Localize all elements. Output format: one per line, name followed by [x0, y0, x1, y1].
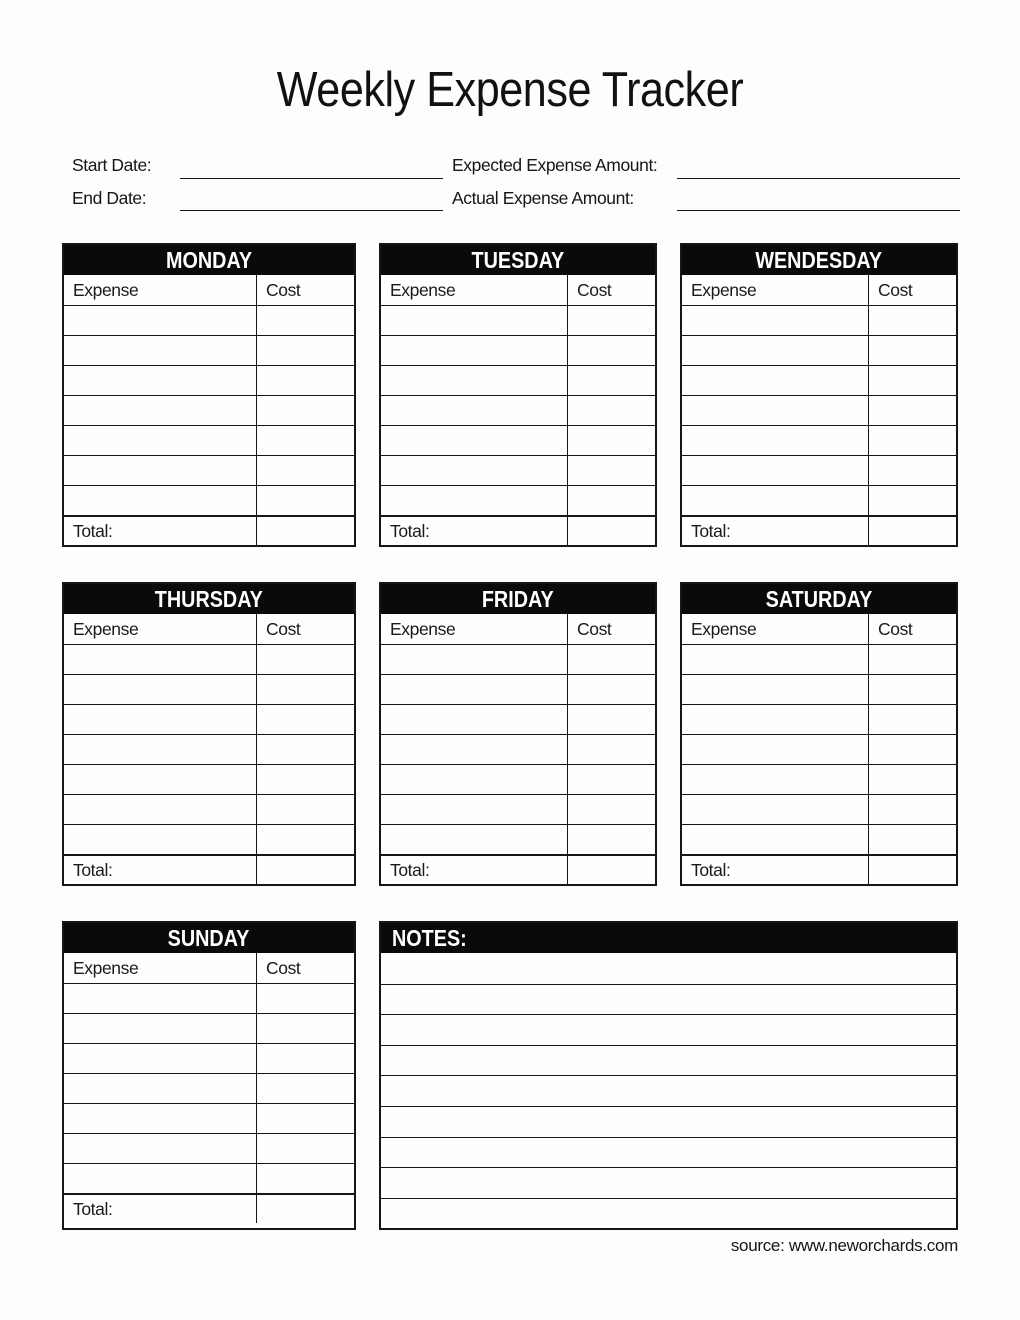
expense-row — [381, 764, 655, 794]
expense-cell[interactable] — [381, 705, 568, 734]
expense-cell[interactable] — [682, 825, 869, 854]
expense-cell[interactable] — [381, 396, 568, 425]
expense-row — [381, 734, 655, 764]
notes-lines — [381, 953, 956, 1228]
day-header-text: FRIDAY — [482, 585, 554, 612]
notes-line[interactable] — [381, 1167, 956, 1198]
expense-cell[interactable] — [381, 825, 568, 854]
cost-cell[interactable] — [257, 306, 354, 335]
expense-column-header: Expense — [682, 275, 869, 305]
notes-header-text: NOTES: — [392, 924, 467, 951]
total-row — [381, 854, 655, 884]
expense-rows — [682, 644, 956, 854]
cost-cell[interactable] — [257, 1044, 354, 1073]
cost-cell[interactable] — [257, 675, 354, 704]
cost-cell[interactable] — [257, 336, 354, 365]
expense-row — [682, 794, 956, 824]
day-table-friday — [379, 582, 657, 886]
column-header-row — [381, 614, 655, 644]
expense-cell[interactable] — [682, 645, 869, 674]
total-label: Total: — [381, 517, 568, 545]
cost-cell[interactable] — [869, 705, 956, 734]
cost-column-header: Cost — [878, 279, 913, 300]
total-cost-cell[interactable] — [257, 517, 354, 545]
day-header-friday — [381, 584, 655, 614]
total-label: Total: — [64, 1195, 257, 1223]
total-label: Total: — [682, 856, 869, 884]
day-header-text: SATURDAY — [765, 585, 873, 612]
column-header-row — [682, 614, 956, 644]
cost-cell[interactable] — [869, 825, 956, 854]
expense-row — [381, 425, 655, 455]
expense-cell[interactable] — [381, 645, 568, 674]
expense-row — [381, 485, 655, 515]
expense-column-header: Expense — [64, 953, 257, 983]
cost-cell[interactable] — [568, 306, 655, 335]
expense-row — [682, 824, 956, 854]
expense-row — [64, 1163, 354, 1193]
expense-cell[interactable] — [64, 984, 257, 1013]
start-date-label: Start Date: — [72, 155, 152, 175]
cost-cell[interactable] — [869, 795, 956, 824]
notes-line[interactable] — [381, 1045, 956, 1076]
cost-cell[interactable] — [869, 486, 956, 515]
expense-row — [64, 485, 354, 515]
expense-row — [381, 335, 655, 365]
actual-expense-input[interactable] — [677, 188, 960, 211]
expense-row — [381, 365, 655, 395]
cost-column-header: Cost — [266, 279, 301, 300]
expense-rows — [64, 644, 354, 854]
expense-row — [64, 983, 354, 1013]
cost-cell[interactable] — [257, 486, 354, 515]
expense-cell[interactable] — [682, 795, 869, 824]
total-cost-cell[interactable] — [568, 517, 655, 545]
expense-row — [64, 1103, 354, 1133]
expense-cell[interactable] — [64, 1134, 257, 1163]
day-header-tuesday — [381, 245, 655, 275]
expense-row — [381, 455, 655, 485]
expense-cell[interactable] — [64, 366, 257, 395]
total-row — [64, 1193, 354, 1223]
expense-row — [381, 644, 655, 674]
notes-line[interactable] — [381, 953, 956, 984]
expense-row — [682, 305, 956, 335]
expense-row — [682, 395, 956, 425]
expected-expense-input[interactable] — [677, 156, 960, 179]
expense-row — [682, 335, 956, 365]
notes-line[interactable] — [381, 1137, 956, 1168]
expense-rows — [682, 305, 956, 515]
day-header-monday — [64, 245, 354, 275]
expense-row — [64, 674, 354, 704]
cost-cell[interactable] — [257, 735, 354, 764]
cost-cell[interactable] — [869, 306, 956, 335]
cost-cell[interactable] — [869, 645, 956, 674]
expense-row — [64, 734, 354, 764]
expense-cell[interactable] — [381, 795, 568, 824]
actual-expense-label: Actual Expense Amount: — [452, 188, 634, 208]
cost-column-header: Cost — [266, 957, 301, 978]
expense-cell[interactable] — [682, 396, 869, 425]
expense-row — [682, 644, 956, 674]
day-table-thursday — [62, 582, 356, 886]
notes-line[interactable] — [381, 1198, 956, 1229]
expense-column-header: Expense — [381, 275, 568, 305]
cost-cell[interactable] — [568, 366, 655, 395]
total-cost-cell[interactable] — [869, 856, 956, 884]
expense-column-header: Expense — [682, 614, 869, 644]
day-header-text: SUNDAY — [168, 924, 250, 951]
expense-cell[interactable] — [381, 336, 568, 365]
cost-cell[interactable] — [568, 336, 655, 365]
expense-cell[interactable] — [64, 705, 257, 734]
column-header-row — [682, 275, 956, 305]
total-label: Total: — [682, 517, 869, 545]
cost-cell[interactable] — [257, 426, 354, 455]
expense-rows — [381, 644, 655, 854]
notes-line[interactable] — [381, 1014, 956, 1045]
page-title-text: Weekly Expense Tracker — [276, 63, 744, 117]
cost-cell[interactable] — [257, 795, 354, 824]
expense-cell[interactable] — [64, 486, 257, 515]
expense-row — [64, 455, 354, 485]
expense-row — [64, 395, 354, 425]
day-header-saturday — [682, 584, 956, 614]
total-cost-cell[interactable] — [257, 1195, 354, 1223]
cost-cell[interactable] — [568, 825, 655, 854]
expense-row — [64, 335, 354, 365]
expense-cell[interactable] — [682, 336, 869, 365]
cost-cell[interactable] — [869, 366, 956, 395]
total-cost-cell[interactable] — [568, 856, 655, 884]
column-header-row — [64, 953, 354, 983]
expense-row — [381, 674, 655, 704]
expense-row — [64, 794, 354, 824]
day-header-text: THURSDAY — [154, 585, 264, 612]
day-table-saturday — [680, 582, 958, 886]
expense-cell[interactable] — [381, 675, 568, 704]
expense-cell[interactable] — [381, 735, 568, 764]
expense-row — [682, 674, 956, 704]
notes-section — [379, 921, 958, 1230]
cost-cell[interactable] — [568, 765, 655, 794]
cost-cell[interactable] — [869, 765, 956, 794]
total-row — [64, 515, 354, 545]
total-row — [64, 854, 354, 884]
expense-cell[interactable] — [64, 795, 257, 824]
expense-cell[interactable] — [64, 306, 257, 335]
total-row — [682, 515, 956, 545]
cost-cell[interactable] — [869, 426, 956, 455]
expense-row — [64, 824, 354, 854]
expense-cell[interactable] — [64, 825, 257, 854]
total-row — [682, 854, 956, 884]
expense-row — [381, 794, 655, 824]
expense-cell[interactable] — [381, 456, 568, 485]
cost-cell[interactable] — [257, 1164, 354, 1193]
cost-column-header: Cost — [878, 618, 913, 639]
expense-row — [64, 644, 354, 674]
expense-row — [64, 1013, 354, 1043]
total-cost-cell[interactable] — [869, 517, 956, 545]
expense-cell[interactable] — [381, 366, 568, 395]
day-table-tuesday — [379, 243, 657, 547]
expense-cell[interactable] — [381, 765, 568, 794]
day-header-sunday — [64, 923, 354, 953]
cost-cell[interactable] — [869, 396, 956, 425]
cost-cell[interactable] — [869, 675, 956, 704]
cost-cell[interactable] — [568, 486, 655, 515]
notes-line[interactable] — [381, 1106, 956, 1137]
expense-cell[interactable] — [682, 426, 869, 455]
expense-row — [64, 1073, 354, 1103]
notes-line[interactable] — [381, 1075, 956, 1106]
expense-cell[interactable] — [64, 426, 257, 455]
expense-cell[interactable] — [682, 675, 869, 704]
page-title — [0, 62, 1020, 118]
cost-cell[interactable] — [568, 426, 655, 455]
cost-cell[interactable] — [568, 675, 655, 704]
cost-cell[interactable] — [869, 735, 956, 764]
total-row — [381, 515, 655, 545]
expense-row — [682, 425, 956, 455]
expense-cell[interactable] — [64, 735, 257, 764]
cost-cell[interactable] — [257, 1134, 354, 1163]
expense-row — [64, 365, 354, 395]
expense-row — [682, 704, 956, 734]
total-label: Total: — [64, 517, 257, 545]
notes-line[interactable] — [381, 984, 956, 1015]
expense-cell[interactable] — [381, 306, 568, 335]
expense-cell[interactable] — [682, 306, 869, 335]
expense-cell[interactable] — [64, 645, 257, 674]
expense-row — [682, 485, 956, 515]
total-label: Total: — [64, 856, 257, 884]
day-tables-grid — [62, 243, 958, 1230]
expense-cell[interactable] — [64, 456, 257, 485]
expected-expense-label: Expected Expense Amount: — [452, 155, 658, 175]
expense-cell[interactable] — [682, 765, 869, 794]
expense-column-header: Expense — [64, 275, 257, 305]
expense-cell[interactable] — [381, 486, 568, 515]
cost-cell[interactable] — [869, 456, 956, 485]
column-header-row — [64, 614, 354, 644]
cost-cell[interactable] — [257, 1104, 354, 1133]
expense-row — [682, 734, 956, 764]
expense-row — [64, 425, 354, 455]
expense-cell[interactable] — [64, 1014, 257, 1043]
expense-cell[interactable] — [64, 765, 257, 794]
day-table-sunday — [62, 921, 356, 1230]
cost-cell[interactable] — [568, 735, 655, 764]
expense-cell[interactable] — [682, 486, 869, 515]
cost-column-header: Cost — [577, 618, 612, 639]
expense-cell[interactable] — [682, 705, 869, 734]
cost-cell[interactable] — [257, 765, 354, 794]
expense-row — [64, 764, 354, 794]
day-header-text: TUESDAY — [471, 246, 565, 273]
cost-cell[interactable] — [568, 705, 655, 734]
source-credit: source: www.neworchards.com — [730, 1236, 958, 1255]
expense-cell[interactable] — [64, 1074, 257, 1103]
expense-cell[interactable] — [64, 336, 257, 365]
start-date-input[interactable] — [180, 156, 443, 179]
day-header-text: WENDESDAY — [755, 246, 883, 273]
expense-row — [64, 1043, 354, 1073]
total-cost-cell[interactable] — [257, 856, 354, 884]
end-date-input[interactable] — [180, 188, 443, 211]
cost-cell[interactable] — [568, 456, 655, 485]
expense-cell[interactable] — [64, 675, 257, 704]
expense-row — [381, 824, 655, 854]
day-table-wednesday — [680, 243, 958, 547]
expense-row — [381, 305, 655, 335]
expense-cell[interactable] — [64, 1164, 257, 1193]
total-label: Total: — [381, 856, 568, 884]
expense-column-header: Expense — [64, 614, 257, 644]
expense-row — [682, 764, 956, 794]
expense-column-header: Expense — [381, 614, 568, 644]
expense-row — [64, 1133, 354, 1163]
cost-cell[interactable] — [257, 984, 354, 1013]
expense-rows — [381, 305, 655, 515]
expense-row — [64, 305, 354, 335]
cost-cell[interactable] — [257, 1014, 354, 1043]
cost-cell[interactable] — [257, 825, 354, 854]
cost-column-header: Cost — [266, 618, 301, 639]
expense-cell[interactable] — [64, 1104, 257, 1133]
expense-cell[interactable] — [381, 426, 568, 455]
expense-rows — [64, 983, 354, 1193]
expense-cell[interactable] — [682, 735, 869, 764]
expense-cell[interactable] — [682, 456, 869, 485]
column-header-row — [381, 275, 655, 305]
expense-row — [682, 455, 956, 485]
day-table-monday — [62, 243, 356, 547]
cost-cell[interactable] — [568, 396, 655, 425]
expense-cell[interactable] — [682, 366, 869, 395]
expense-row — [381, 395, 655, 425]
expense-row — [381, 704, 655, 734]
cost-cell[interactable] — [257, 456, 354, 485]
cost-cell[interactable] — [257, 396, 354, 425]
cost-cell[interactable] — [869, 336, 956, 365]
cost-cell[interactable] — [257, 366, 354, 395]
cost-cell[interactable] — [257, 1074, 354, 1103]
cost-cell[interactable] — [257, 705, 354, 734]
day-header-thursday — [64, 584, 354, 614]
expense-cell[interactable] — [64, 1044, 257, 1073]
day-header-wednesday — [682, 245, 956, 275]
expense-cell[interactable] — [64, 396, 257, 425]
notes-header — [381, 923, 956, 953]
day-header-text: MONDAY — [165, 246, 253, 273]
cost-column-header: Cost — [577, 279, 612, 300]
expense-row — [682, 365, 956, 395]
expense-rows — [64, 305, 354, 515]
column-header-row — [64, 275, 354, 305]
end-date-label: End Date: — [72, 188, 147, 208]
cost-cell[interactable] — [257, 645, 354, 674]
cost-cell[interactable] — [568, 645, 655, 674]
cost-cell[interactable] — [568, 795, 655, 824]
expense-row — [64, 704, 354, 734]
